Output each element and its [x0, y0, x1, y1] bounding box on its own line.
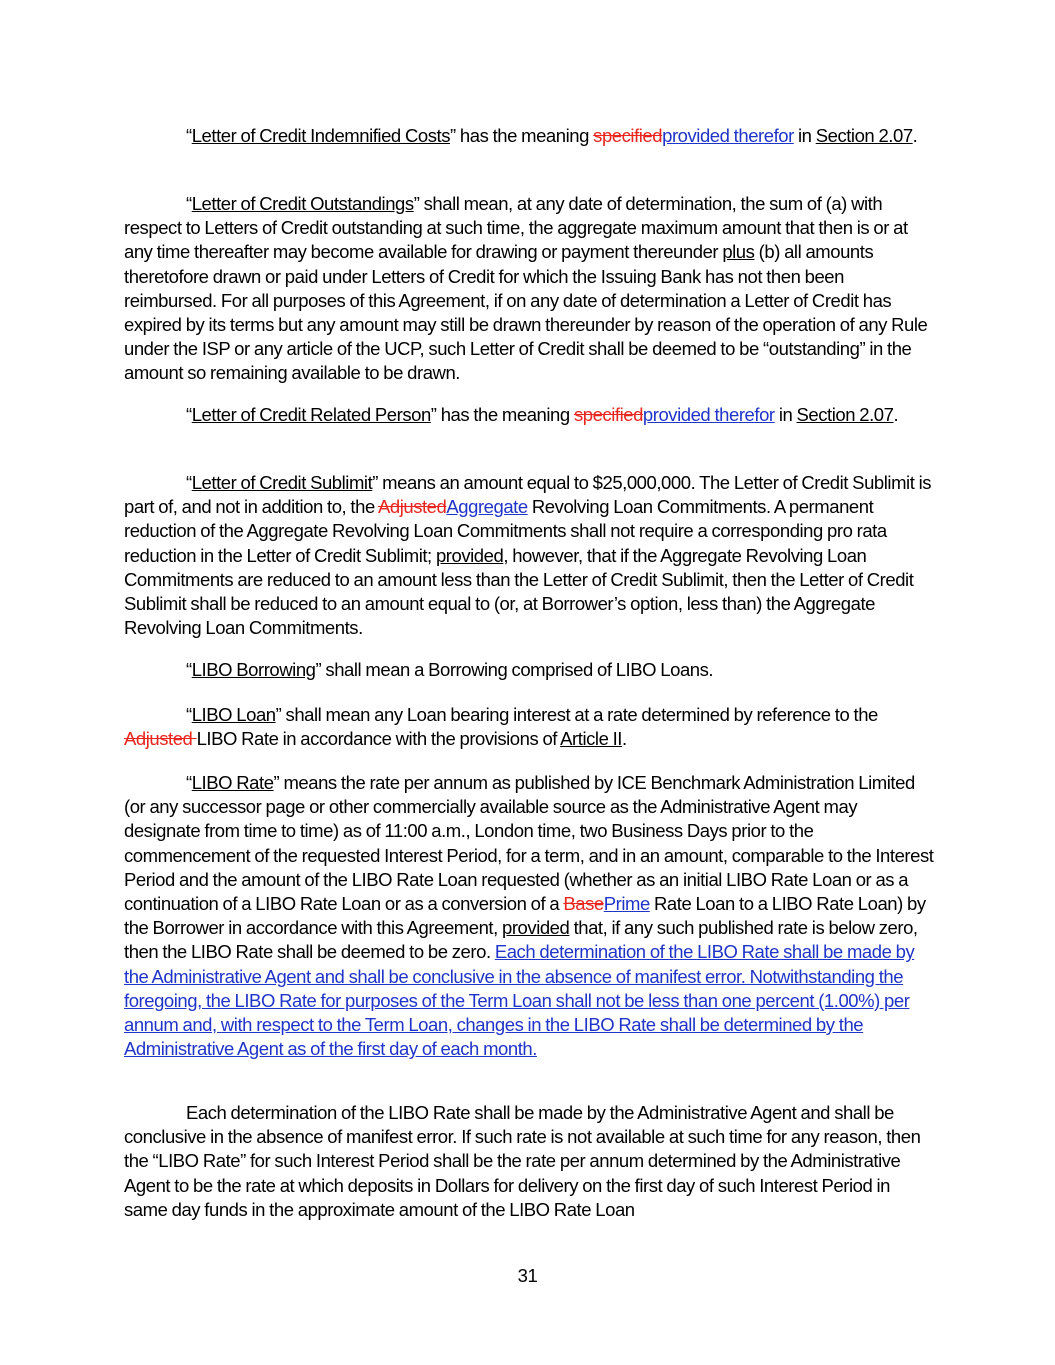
- provided-term: provided: [435, 544, 504, 566]
- definition-loc-indemnified-costs: “Letter of Credit Indemnified Costs” has the meaning specifiedprovided therefor in Section 2.07.: [186, 125, 918, 146]
- section-reference: Section 2.07: [796, 404, 894, 425]
- inserted-text: provided therefor: [642, 404, 775, 425]
- definition-loc-related-person: “Letter of Credit Related Person” has the meaning specifiedprovided therefor in Section 2.07.: [186, 404, 899, 425]
- plus-term: plus: [722, 241, 755, 263]
- section-reference: Section 2.07: [815, 125, 913, 146]
- page-number: 31: [517, 1265, 538, 1286]
- provided-term: provided: [502, 917, 570, 939]
- defined-term: LIBO Loan: [191, 704, 276, 725]
- inserted-text: provided therefor: [662, 125, 794, 146]
- deleted-text: Base: [563, 893, 604, 915]
- deleted-text: specified: [593, 125, 663, 146]
- defined-term: LIBO Borrowing: [191, 659, 316, 680]
- defined-term: Letter of Credit Sublimit: [191, 472, 373, 493]
- definition-loc-outstandings: “Letter of Credit Outstandings” shall mean, at any date of determination, the sum of (a) with respect to Letters of Credit outstanding at such time, the aggregate maximum amount that then is or at any time thereafter may become available for drawing or payment thereunder plus (b) all amounts theretofore drawn or paid under Letters of Credit for which the Issuing Bank has not then been reimbursed. For all purposes of this Agreement, if on any date of determination a Letter of Credit has expired by its terms but any amount may still be drawn thereunder by reason of the operation of any Rule under the ISP or any article of the UCP, such Letter of Credit shall be deemed to be “outstanding” in the amount so remaining available to be drawn.: [124, 193, 928, 384]
- inserted-text: Aggregate: [446, 496, 528, 518]
- definition-libo-rate: “LIBO Rate” means the rate per annum as published by ICE Benchmark Administration Limited (or any successor page or other commercially available source as the Administrative Agent may designate from time to time) as of 11:00 a.m., London time, two Business Days prior to the commencement of the requested Interest Period, for a term, and in an amount, comparable to the Interest Period and the amount of the LIBO Rate Loan requested (whether as an initial LIBO Rate Loan or as a continuation of a LIBO Rate Loan or as a conversion of a BasePrime Rate Loan to a LIBO Rate Loan) by the Borrower in accordance with this Agreement, provided that, if any such published rate is below zero, then the LIBO Rate shall be deemed to be zero. Each determination of the LIBO Rate shall be made by the Administrative Agent and shall be conclusive in the absence of manifest error. Notwithstanding the foregoing, the LIBO Rate for purposes of the Term Loan shall not be less than one percent (1.00%) per annum and, with respect to the Term Loan, changes in the LIBO Rate shall be determined by the Administrative Agent as of the first day of each month.: [124, 772, 934, 1060]
- deleted-text: Adjusted: [377, 496, 447, 518]
- deleted-text: Adjusted: [124, 728, 197, 750]
- deleted-text: specified: [573, 404, 643, 425]
- inserted-text: Prime: [603, 893, 650, 915]
- defined-term: LIBO Rate: [191, 772, 274, 793]
- defined-term: Letter of Credit Outstandings: [191, 193, 414, 214]
- definition-loc-sublimit: “Letter of Credit Sublimit” means an amount equal to $25,000,000. The Letter of Credit Sublimit is part of, and not in addition to, the AdjustedAggregate Revolving Loan Commitments. A permanent reduction of the Aggregate Revolving Loan Commitments shall not require a corresponding pro rata reduction in the Letter of Credit Sublimit; provided, however, that if the Aggregate Revolving Loan Commitments are reduced to an amount less than the Letter of Credit Sublimit, then the Letter of Credit Sublimit shall be reduced to an amount equal to (or, at Borrower’s option, less than) the Aggregate Revolving Loan Commitments.: [124, 472, 932, 639]
- definition-libo-loan: “LIBO Loan” shall mean any Loan bearing interest at a rate determined by reference to the Adjusted LIBO Rate in accordance with the provisions of Article II.: [124, 704, 878, 750]
- inserted-paragraph-text: Each determination of the LIBO Rate shall be made by the Administrative Agent and shall be conclusive in the absence of manifest error. Notwithstanding the foregoing, the LIBO Rate for purposes of the Term Loan shall not be less than one percent (1.00%) per annum and, with respect to the Term Loan, changes in the LIBO Rate shall be determined by the Administrative Agent as of the first day of each month.: [124, 941, 915, 1060]
- article-reference: Article II: [560, 728, 622, 750]
- defined-term: Letter of Credit Indemnified Costs: [191, 125, 450, 146]
- definition-libo-borrowing: “LIBO Borrowing” shall mean a Borrowing comprised of LIBO Loans.: [186, 659, 714, 680]
- defined-term: Letter of Credit Related Person: [191, 404, 431, 425]
- libo-rate-determination-paragraph: Each determination of the LIBO Rate shall be made by the Administrative Agent and shall be conclusive in the absence of manifest error. If such rate is not available at such time for any reason, then the “LIBO Rate” for such Interest Period shall be the rate per annum determined by the Administrative Agent to be the rate at which deposits in Dollars for delivery on the first day of such Interest Period in same day funds in the approximate amount of the LIBO Rate Loan: [124, 1102, 921, 1220]
